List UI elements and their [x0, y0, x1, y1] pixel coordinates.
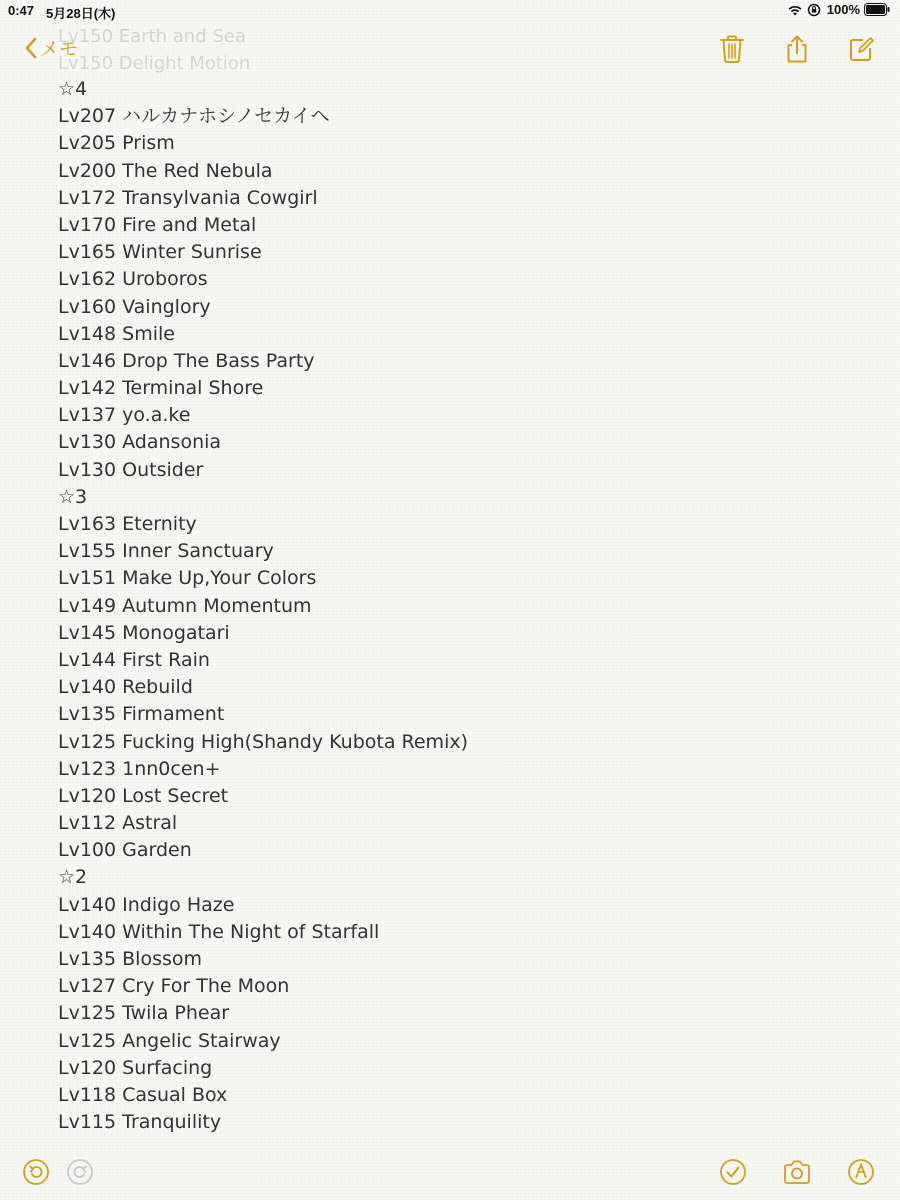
note-line: Lv142 Terminal Shore	[58, 377, 264, 400]
back-button-label: メモ	[40, 38, 79, 60]
status-indicators	[787, 2, 890, 17]
note-line: Lv125 Fucking High(Shandy Kubota Remix)	[58, 730, 469, 753]
note-line: Lv148 Smile	[58, 322, 175, 345]
note-line: Lv118 Casual Box	[58, 1083, 228, 1106]
undo-icon[interactable]	[22, 1158, 50, 1186]
nav-bar	[0, 22, 900, 78]
redo-icon[interactable]	[66, 1158, 94, 1186]
battery-percent: 100%	[826, 2, 860, 17]
note-line: Lv135 Firmament	[58, 703, 225, 726]
status-time: 0:47	[8, 3, 35, 18]
note-line: Lv172 Transylvania Cowgirl	[58, 186, 318, 209]
bottom-toolbar	[0, 1148, 900, 1200]
note-line: Lv120 Lost Secret	[58, 784, 229, 807]
note-line: Lv155 Inner Sanctuary	[58, 540, 274, 563]
orientation-lock-icon	[807, 3, 821, 17]
note-line: Lv146 Drop The Bass Party	[58, 349, 315, 372]
back-button[interactable]	[24, 34, 78, 61]
note-line: Lv125 Angelic Stairway	[58, 1029, 281, 1052]
note-body[interactable]	[58, 76, 878, 1143]
note-line: Lv112 Astral	[58, 812, 178, 835]
note-line: Lv115 Tranquility	[58, 1111, 222, 1134]
chevron-left-icon	[24, 36, 38, 60]
battery-icon	[864, 3, 890, 16]
note-line: Lv140 Within The Night of Starfall	[58, 920, 380, 943]
note-line: Lv165 Winter Sunrise	[58, 241, 262, 264]
note-section-heading: ☆2	[58, 866, 88, 889]
note-line: Lv151 Make Up,Your Colors	[58, 567, 317, 590]
faded-line: Lv150 Delight Motion	[58, 53, 251, 74]
note-line: Lv162 Uroboros	[58, 268, 208, 291]
markup-icon[interactable]	[847, 1158, 875, 1186]
note-line: Lv205 Prism	[58, 132, 175, 155]
note-line: Lv200 The Red Nebula	[58, 159, 273, 182]
note-line: Lv170 Fire and Metal	[58, 213, 257, 236]
note-line: Lv130 Outsider	[58, 458, 204, 481]
faded-line: Lv150 Earth and Sea	[58, 26, 246, 47]
share-icon[interactable]	[783, 34, 811, 64]
trash-icon[interactable]	[718, 34, 746, 64]
note-line: Lv100 Garden	[58, 839, 192, 862]
checklist-icon[interactable]	[719, 1158, 747, 1186]
note-section-heading: ☆4	[58, 78, 88, 100]
note-line: Lv145 Monogatari	[58, 621, 230, 644]
note-line: Lv125 Twila Phear	[58, 1002, 230, 1025]
status-bar	[0, 0, 900, 22]
note-line: Lv127 Cry For The Moon	[58, 975, 290, 998]
status-date: 5月28日(木)	[46, 6, 116, 21]
note-line: Lv163 Eternity	[58, 513, 197, 535]
note-line: Lv140 Rebuild	[58, 676, 193, 699]
compose-icon[interactable]	[847, 34, 875, 64]
note-line: Lv149 Autumn Momentum	[58, 594, 312, 617]
note-line: Lv120 Surfacing	[58, 1056, 213, 1079]
note-section-heading: ☆3	[58, 485, 88, 508]
note-line: Lv130 Adansonia	[58, 431, 222, 454]
note-line: Lv144 First Rain	[58, 648, 210, 671]
note-line: Lv123 1nn0cen+	[58, 757, 221, 780]
camera-icon[interactable]	[782, 1158, 812, 1186]
note-line: Lv135 Blossom	[58, 948, 203, 970]
note-line: Lv207 ハルカナホシノセカイへ	[58, 105, 330, 128]
note-line: Lv140 Indigo Haze	[58, 893, 235, 916]
wifi-icon	[787, 3, 803, 17]
note-line: Lv137 yo.a.ke	[58, 404, 191, 427]
note-line: Lv160 Vainglory	[58, 295, 211, 318]
